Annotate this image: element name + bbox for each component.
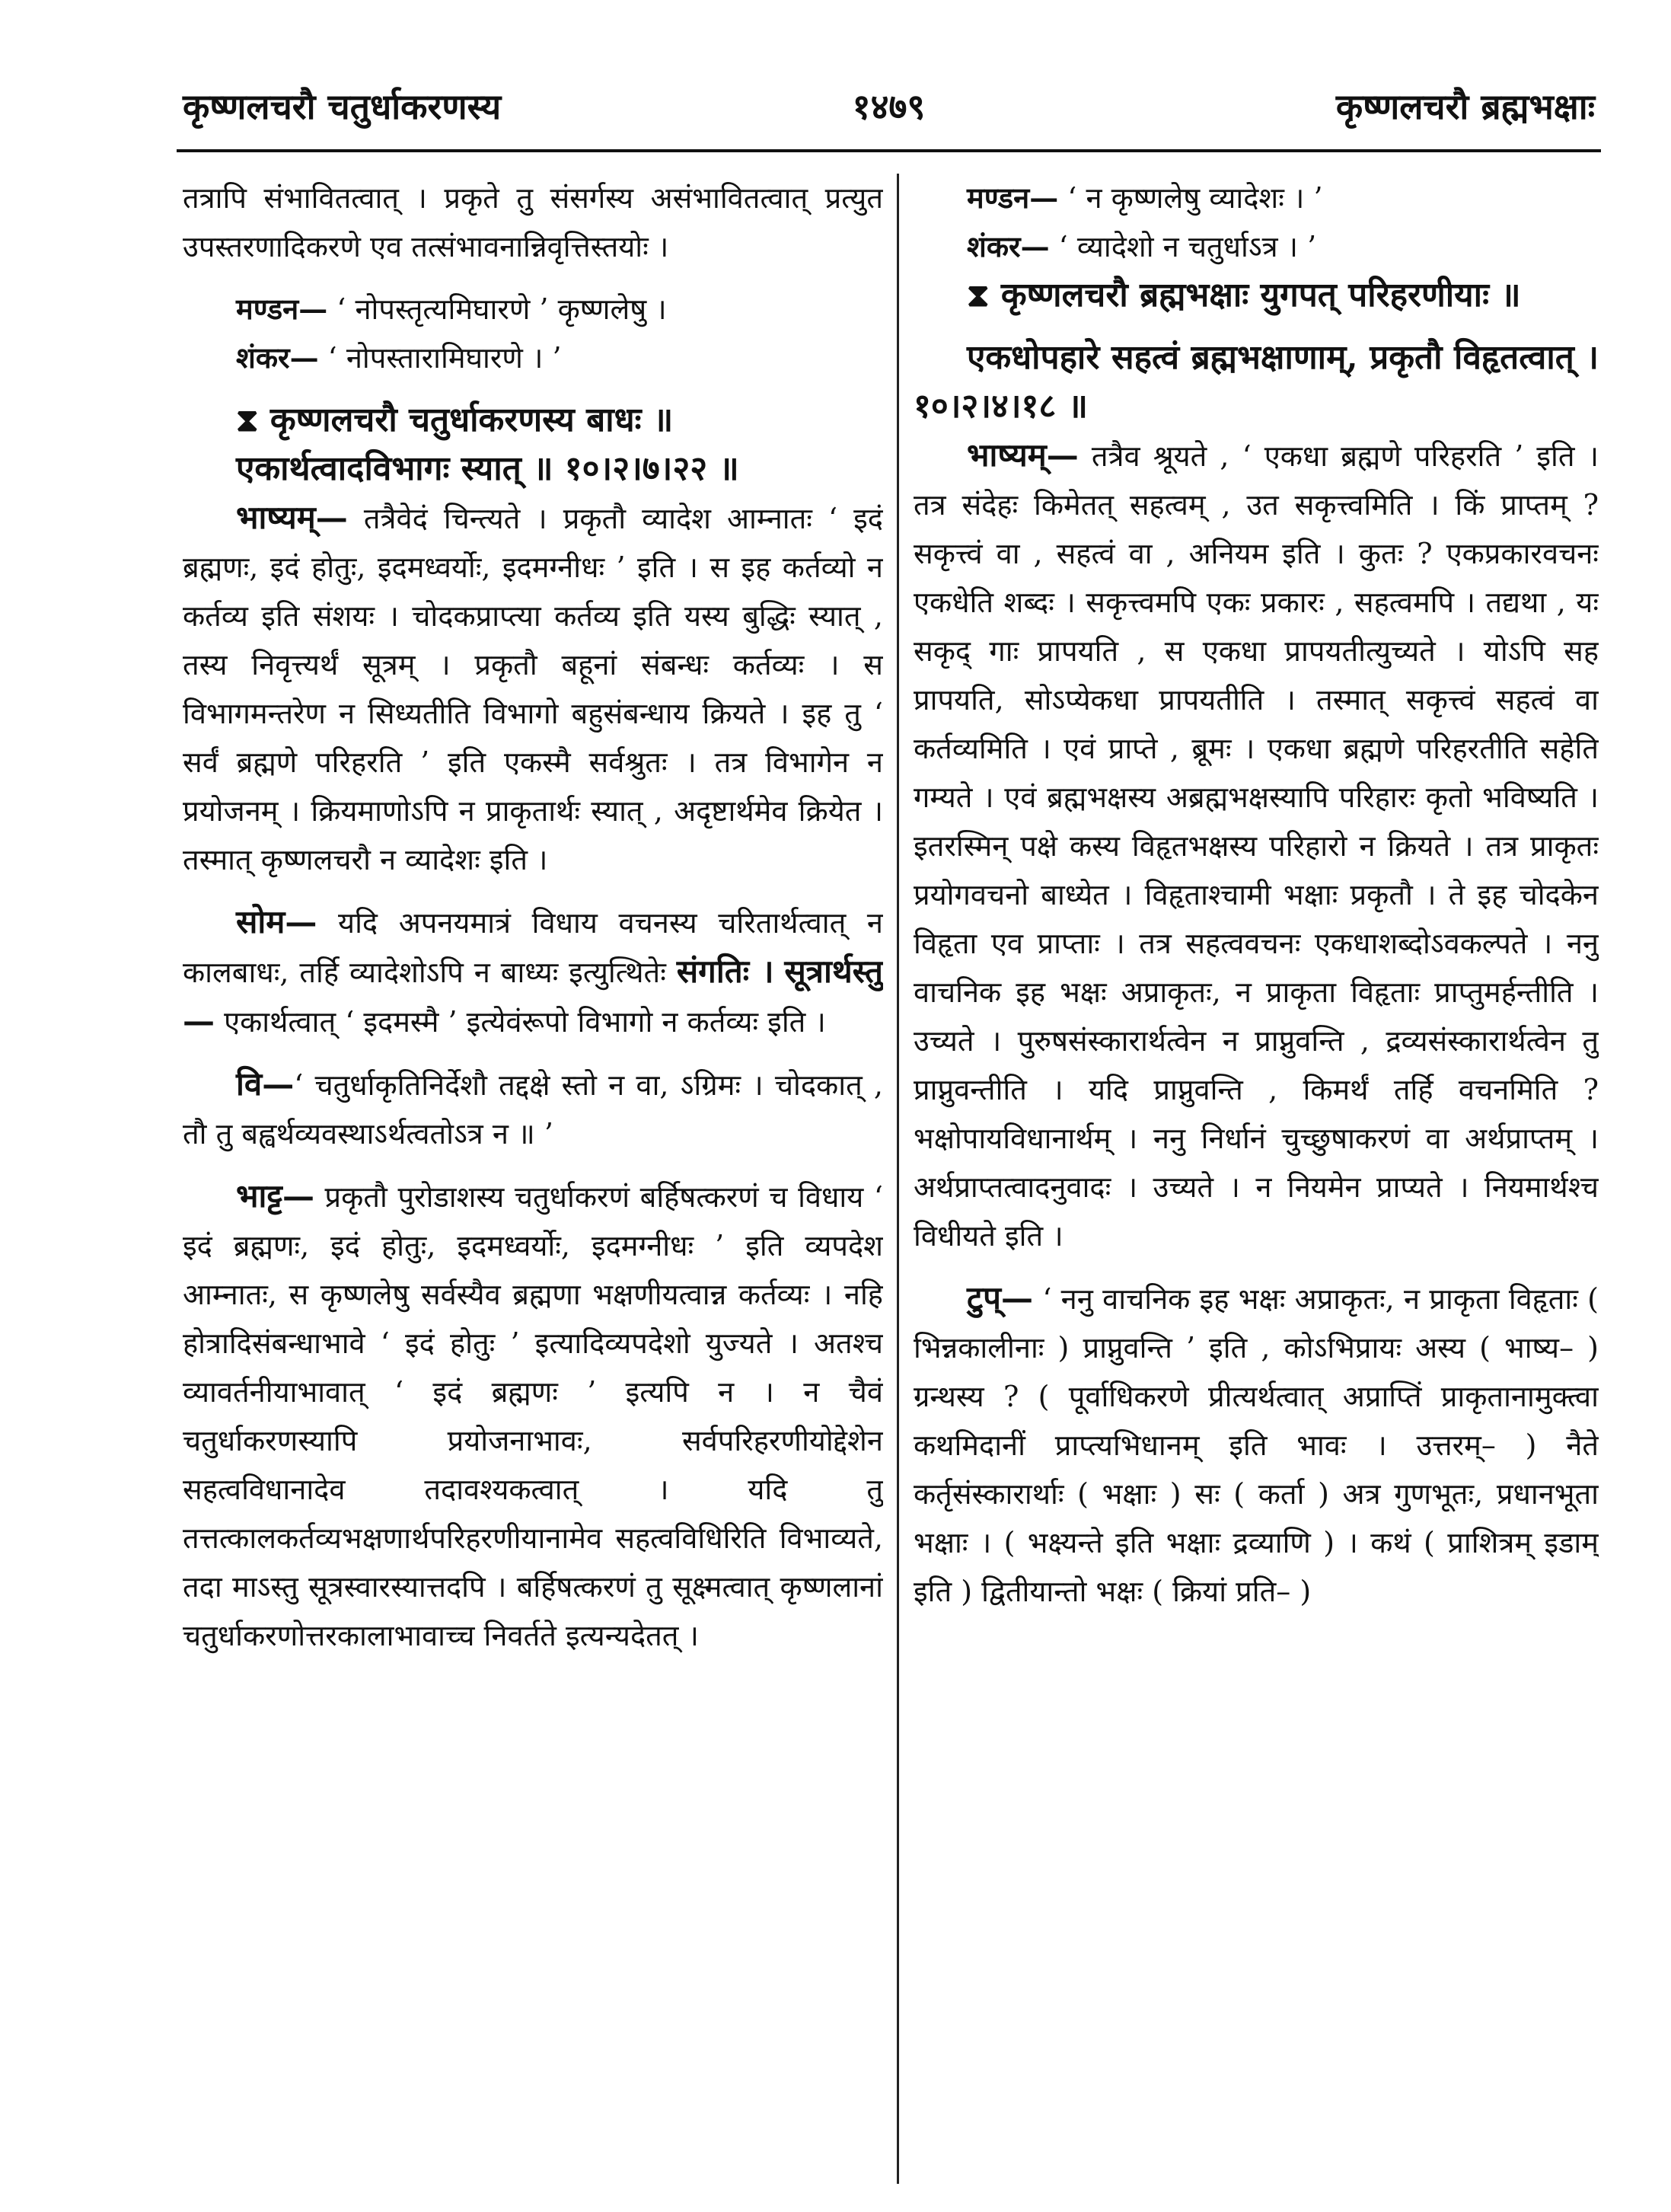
shankar-label: शंकर— [236, 340, 319, 375]
bhashya-text: तत्रैवेदं चिन्त्यते । प्रकृतौ व्यादेश आम्नातः ‘ इदं ब्रह्मणः, इदं होतुः, इदमध्वर्योः, इदमग्नीधः ’ इति । स इह कर्तव्यो न कर्तव्य इति संशयः । चोदकप्राप्त्या कर्तव्य इति यस्य बुद्धिः स्यात् , तस्य निवृत्त्यर्थं सूत्रम् । प्रकृतौ बहूनां संबन्धः कर्तव्यः । स विभागमन्तरेण न सिध्यतीति विभागो बहुसंबन्धाय क्रियते । इह तु ‘ सर्वं ब्रह्मणे परिहरति ’ इति एकस्मै सर्वश्रुतः । तत्र विभागेन न प्रयोजनम् । क्रियमाणोऽपि न प्राकृतार्थः स्यात् , अदृष्टार्थमेव क्रियेत । तस्मात् कृष्णलचरौ न व्यादेशः इति । [183, 502, 883, 876]
mandan-note [914, 174, 1599, 222]
mandan-text: ‘ न कृष्णलेषु व्यादेशः । ’ [1067, 181, 1323, 215]
tup-label: टुप्— [967, 1279, 1034, 1317]
shankar-note [183, 334, 883, 382]
sutrartha-label: सूत्रार्थस्तु— [183, 953, 883, 1039]
mandan-note [183, 285, 883, 334]
sutra: एकार्थत्वादविभागः स्यात् ॥ १०।२।७।२२ ॥ [236, 449, 739, 488]
bhashya-text: तत्रैव श्रूयते , ‘ एकधा ब्रह्मणे परिहरति ’ इति । तत्र संदेहः किमेतत् सहत्वम् , उत सकृत्त्वमिति । किं प्राप्तम् ? सकृत्त्वं वा , सहत्वं वा , अनियम इति । कुतः ? एकप्रकारवचनः एकधेति शब्दः । सकृत्त्वमपि एकः प्रकारः , सहत्वमपि । तद्यथा , यः सकृद् गाः प्रापयति , स एकधा प्रापयतीत्युच्यते । योऽपि सह प्रापयति, सोऽप्येकधा प्रापयतीति । तस्मात् सकृत्त्वं सहत्वं वा कर्तव्यमिति । एवं प्राप्ते , ब्रूमः । एकधा ब्रह्मणे परिहरतीति सहेति गम्यते । एवं ब्रह्मभक्षस्य अब्रह्मभक्षस्यापि परिहारः कृतो भविष्यति । इतरस्मिन् पक्षे कस्य विहृतभक्षस्य परिहारो न क्रियते । तत्र प्राकृतः प्रयोगवचनो बाध्येत । विहृताश्चामी भक्षाः प्रकृतौ । ते इह चोदकेन विहृता एव प्राप्ताः । तत्र सहत्ववचनः एकधाशब्दोऽवकल्पते । ननु वाचनिक इह भक्षः अप्राकृतः, न प्राकृता विहृताः प्राप्तुमर्हन्तीति । उच्यते । पुरुषसंस्कारार्थत्वेन न प्राप्नुवन्ति , द्रव्यसंस्कारार्थत्वेन तु प्राप्नुवन्तीति । यदि प्राप्नुवन्ति , किमर्थं तर्हि वचनमिति ? भक्षोपायविधानार्थम् । ननु निर्धानं चुच्छुषाकरणं वा अर्थप्राप्तम् । अर्थप्राप्तत्वादनुवादः । उच्यते । न नियमेन प्राप्यते । नियमार्थश्च विधीयते इति । [914, 439, 1599, 1253]
tup-paragraph [914, 1274, 1599, 1616]
bhatta-text: प्रकृतौ पुरोडाशस्य चतुर्धाकरणं बर्हिषत्करणं च विधाय ‘ इदं ब्रह्मणः, इदं होतुः, इदमध्वर्योः, इदमग्नीधः ’ इति व्यपदेश आम्नातः, स कृष्णलेषु सर्वस्यैव ब्रह्मणा भक्षणीयत्वान्न कर्तव्यः । नहि होत्रादिसंबन्धाभावे ‘ इदं होतुः ’ इत्यादिव्यपदेशो युज्यते । अतश्च व्यावर्तनीयाभावात् ‘ इदं ब्रह्मणः ’ इत्यपि न । न चैवं चतुर्धाकरणस्यापि प्रयोजनाभावः, सर्वपरिहरणीयोद्देशेन सहत्वविधानादेव तदावश्यकत्वात् । यदि तु तत्तत्कालकर्तव्यभक्षणार्थपरिहरणीयानामेव सहत्वविधिरिति विभाव्यते, तदा माऽस्तु सूत्रस्वारस्यात्तदपि । बर्हिषत्करणं तु सूक्ष्मत्वात् कृष्णलानां चतुर्धाकरणोत्तरकालाभावाच्च निवर्तते इत्यन्यदेतत् । [183, 1180, 883, 1652]
mandan-text: ‘ नोपस्तृत्यमिघारणे ’ कृष्णलेषु । [336, 292, 667, 326]
bhatta-label: भाट्ट— [236, 1177, 314, 1215]
sutrartha-text: एकार्थत्वात् ‘ इदमस्मै ’ इत्येवंरूपो विभागो न कर्तव्यः इति । [224, 1005, 826, 1039]
mandan-label: मण्डन— [967, 180, 1059, 215]
soma-text: यदि अपनयमात्रं विधाय वचनस्य चरितार्थत्वात् न कालबाधः, तर्हि व्यादेशोऽपि न बाध्यः इत्युत्थितेः [183, 906, 883, 989]
hourglass-icon: ⧗ [967, 276, 990, 314]
bhashya-label: भाष्यम्— [236, 499, 348, 536]
vi-text: ‘ चतुर्धाकृतिनिर्देशौ तद्दक्षे स्तो न वा, ऽग्रिमः । चोदकात् , तौ तु बह्वर्थव्यवस्थाऽर्थत्वतोऽत्र न ॥ ’ [183, 1068, 883, 1151]
left-column [183, 174, 883, 2184]
adhikarana-title: कृष्णलचरौ चतुर्धाकरणस्य बाधः ॥ [269, 401, 674, 439]
adhikarana-heading [183, 396, 883, 445]
mandan-label: मण्डन— [236, 292, 328, 326]
shankar-text: ‘ व्यादेशो न चतुर्धाऽत्र । ’ [1058, 230, 1317, 263]
bhatta-paragraph [183, 1172, 883, 1660]
adhikarana-title: कृष्णलचरौ ब्रह्मभक्षाः युगपत् परिहरणीयाः ॥ [1000, 276, 1521, 314]
header-rule [177, 149, 1601, 152]
bhashya-label: भाष्यम्— [967, 436, 1079, 474]
paragraph-continuation: तत्रापि संभावितत्वात् । प्रकृते तु संसर्गस्य असंभावितत्वात् प्रत्युत उपस्तरणादिकरणे एव तत्संभावनान्निवृत्तिस्तयोः । [183, 181, 883, 263]
sangati-label: संगतिः । [676, 953, 774, 990]
vi-label: वि— [236, 1065, 295, 1103]
adhikarana-heading [914, 271, 1599, 320]
shankar-label: शंकर— [967, 229, 1050, 263]
bhashya-paragraph [914, 431, 1599, 1260]
bhashya-paragraph [183, 493, 883, 884]
running-head-right: कृष्णलचरौ ब्रह्मभक्षाः [1335, 86, 1595, 127]
hourglass-icon: ⧗ [236, 401, 259, 439]
soma-paragraph [183, 898, 883, 1046]
page-header [183, 76, 1595, 137]
vi-verse [183, 1060, 883, 1158]
tup-text: ‘ ननु वाचनिक इह भक्षः अप्राकृतः, न प्राकृता विहृताः ( भिन्नकालीनाः ) प्राप्नुवन्ति ’ इति , कोऽभिप्रायः अस्य ( भाष्य– ) ग्रन्थस्य ? ( पूर्वाधिकरणे प्रीत्यर्थत्वात् अप्राप्तिं प्राकृतानामुक्त्वा कथमिदानीं प्राप्त्यभिधानम् इति भावः । उत्तरम्– ) नैते कर्तृसंस्कारार्थाः ( भक्षाः ) सः ( कर्ता ) अत्र गुणभूतः, प्रधानभूता भक्षाः । ( भक्ष्यन्ते इति भक्षाः द्रव्याणि ) । कथं ( प्राशित्रम् इडाम् इति ) द्वितीयान्तो भक्षः ( क्रियां प्रति– ) [914, 1282, 1599, 1608]
right-column [914, 174, 1599, 2184]
shankar-note [914, 222, 1599, 271]
sutra: एकधोपहारे सहत्वं ब्रह्मभक्षाणाम्, प्रकृतौ विहृतत्वात् । १०।२।४।१८ ॥ [914, 338, 1599, 426]
shankar-text: ‘ नोपस्तारामिघारणे । ’ [327, 341, 562, 375]
column-divider [897, 174, 899, 2184]
running-head-left: कृष्णलचरौ चतुर्धाकरणस्य [183, 86, 502, 127]
page-number: १४७९ [852, 86, 926, 127]
soma-label: सोम— [236, 903, 317, 940]
